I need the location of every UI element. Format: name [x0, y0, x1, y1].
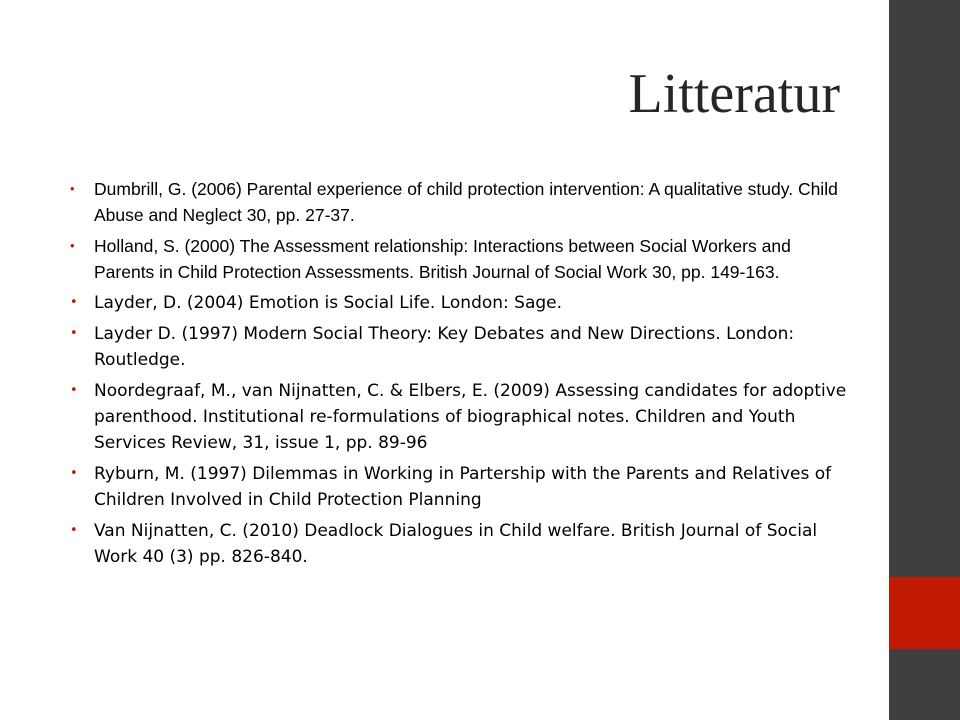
reference-text: Ryburn, M. (1997) Dilemmas in Working in Partership with the Parents and Relatives of Children Involved in Child Protection Planning: [94, 464, 832, 510]
bullet-icon: •: [70, 383, 78, 398]
bullet-icon: •: [70, 238, 75, 253]
reference-text: Layder D. (1997) Modern Social Theory: Key Debates and New Directions. London: Routledge.: [94, 324, 795, 370]
reference-item: [70, 518, 850, 570]
bullet-icon: •: [70, 466, 78, 481]
bullet-icon: •: [70, 295, 78, 310]
reference-list: [70, 176, 850, 570]
accent-block: [889, 577, 960, 649]
reference-text: Van Nijnatten, C. (2010) Deadlock Dialogues in Child welfare. British Journal of Social Work 40 (3) pp. 826-840.: [94, 521, 818, 567]
reference-text: Holland, S. (2000) The Assessment relationship: Interactions between Social Workers and Parents in Child Protection Assessments. British Journal of Social Work 30, pp. 149-163.: [94, 236, 791, 282]
reference-text: Noordegraaf, M., van Nijnatten, C. & Elbers, E. (2009) Assessing candidates for adoptive parenthood. Institutional re-formulations of biographical notes. Children and Youth Services Review, 31, issue 1, pp. 89-96: [94, 381, 847, 453]
reference-item: [70, 378, 850, 456]
bullet-icon: •: [70, 523, 78, 538]
reference-item: [70, 290, 850, 316]
bullet-icon: •: [70, 326, 78, 341]
reference-item: [70, 321, 850, 373]
slide-title: Litteratur: [628, 63, 840, 125]
reference-item: [70, 461, 850, 513]
bullet-icon: •: [70, 181, 75, 196]
reference-item: [70, 176, 850, 228]
reference-text: Dumbrill, G. (2006) Parental experience of child protection intervention: A qualitative study. Child Abuse and Neglect 30, pp. 27-37.: [94, 179, 838, 225]
reference-item: [70, 233, 850, 285]
reference-text: Layder, D. (2004) Emotion is Social Life. London: Sage.: [94, 293, 563, 313]
